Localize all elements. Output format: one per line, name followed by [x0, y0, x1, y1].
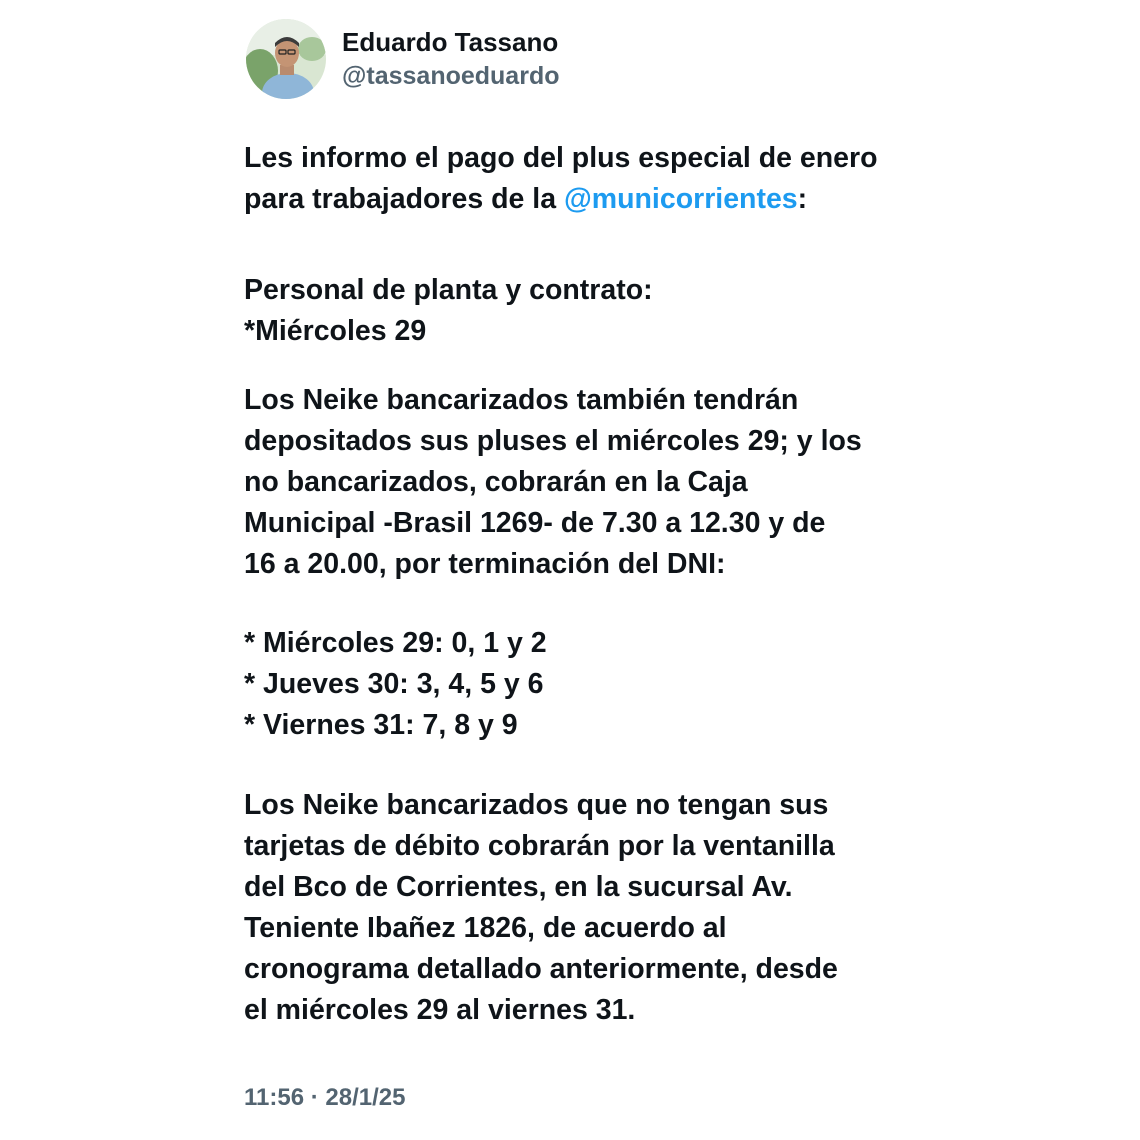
tweet-line: 16 a 20.00, por terminación del DNI: [244, 548, 726, 580]
tweet-line: Municipal -Brasil 1269- de 7.30 a 12.30 y de [244, 507, 826, 539]
tweet-paragraph-schedule [244, 623, 547, 746]
tweet-paragraph-neike [244, 380, 862, 585]
tweet-line: no bancarizados, cobrarán en la Caja [244, 466, 748, 498]
tweet-line-text: : [797, 183, 808, 215]
tweet-line: * Jueves 30: 3, 4, 5 y 6 [244, 668, 544, 700]
author-names [342, 25, 559, 93]
tweet-header [246, 18, 559, 100]
tweet-line: Teniente Ibañez 1826, de acuerdo al [244, 912, 727, 944]
tweet-line: depositados sus pluses el miércoles 29; y los [244, 425, 862, 457]
tweet-line: Les informo el pago del plus especial de enero [244, 142, 878, 174]
avatar-image [246, 19, 326, 99]
tweet-line: cronograma detallado anteriormente, desde [244, 953, 838, 985]
tweet-line: Los Neike bancarizados también tendrán [244, 384, 799, 416]
tweet-line: Personal de planta y contrato: [244, 274, 653, 306]
tweet-line: *Miércoles 29 [244, 315, 427, 347]
avatar[interactable] [246, 19, 326, 99]
tweet-paragraph-intro [244, 138, 878, 220]
mention-link[interactable]: @municorrientes [563, 183, 798, 215]
tweet-line [244, 179, 878, 220]
author-handle[interactable]: @tassanoeduardo [342, 62, 560, 90]
tweet-line: el miércoles 29 al viernes 31. [244, 994, 636, 1026]
tweet-paragraph-bank [244, 785, 838, 1031]
tweet-line: Los Neike bancarizados que no tengan sus [244, 789, 829, 821]
tweet-timestamp[interactable]: 11:56 · 28/1/25 [244, 1084, 406, 1111]
tweet-line: del Bco de Corrientes, en la sucursal Av. [244, 871, 793, 903]
tweet-line: * Miércoles 29: 0, 1 y 2 [244, 627, 547, 659]
tweet-line-text: para trabajadores de la [244, 183, 564, 215]
tweet-paragraph-staff [244, 270, 653, 352]
author-display-name[interactable]: Eduardo Tassano [342, 27, 559, 57]
tweet-line: tarjetas de débito cobrarán por la ventanilla [244, 830, 835, 862]
tweet-line: * Viernes 31: 7, 8 y 9 [244, 709, 518, 741]
